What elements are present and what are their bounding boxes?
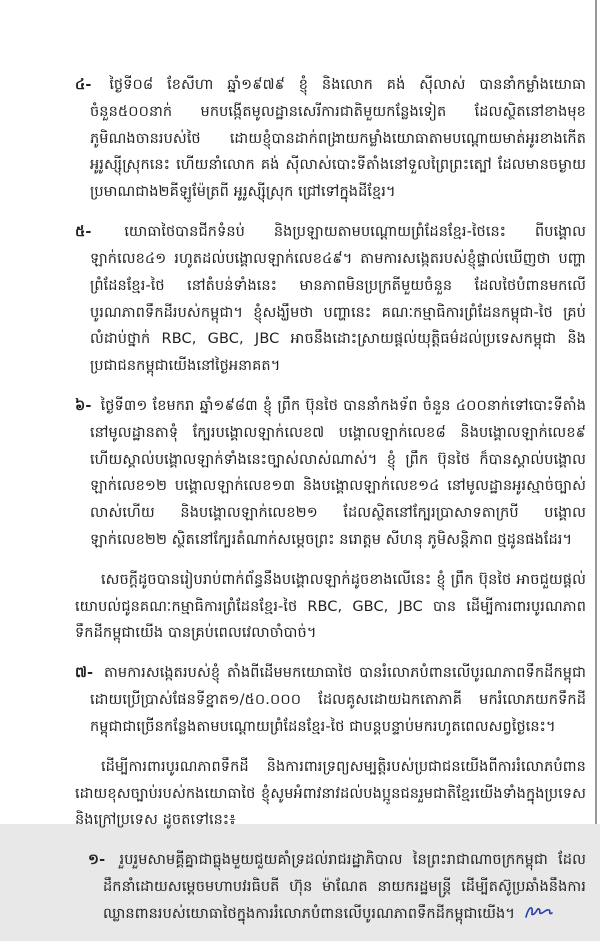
paragraph-5	[75, 219, 586, 380]
paragraph-number: ៧-	[75, 665, 94, 682]
paragraph-text: ថ្ងៃទី៣១ ខែមករា ឆ្នាំ១៩៨៣ ខ្ញុំ ព្រឹក ប៊ុនថៃ បាននាំកងទ័ព ចំនួន ៤០០នាក់ទៅបោះទីតាំងនៅមូលដ្ឋានតាទុំ ក្បែរបង្គោលឡាក់លេខ៧ បង្គោលឡាក់លេខ៨ និងបង្គោលឡាក់លេខ៩ ហើយស្គាល់បង្គោលឡាក់ទាំងនេះច្បាស់លាស់ណាស់។ ខ្ញុំ ព្រឹក ប៊ុនថៃ ក៏បានស្គាល់បង្គោលឡាក់លេខ១២ បង្គោលឡាក់លេខ១៣ និងបង្គោលឡាក់លេខ១៤ នៅមូលដ្ឋានអូរស្មាច់ច្បាស់លាស់ហើយ និងបង្គោលឡាក់លេខ២១ ដែលស្ថិតនៅក្បែរប្រាសាទតាក្របី បង្គោលឡាក់លេខ២២ ស្ថិតនៅក្បែរតំណាក់សម្ដេចព្រះ នរោត្តម សីហនុ ភូមិសន្តិភាព ថ្មដូនផងដែរ។	[90, 397, 586, 548]
paragraph-summary-remark	[75, 567, 586, 647]
paragraph-text: តាមការសង្កេតរបស់ខ្ញុំ តាំងពីដើមមកយោធាថៃ បានរំលោភបំពានលើបូរណភាពទឹកដីកម្ពុជា ដោយប្រើប្រាស់ផែនទីខ្នាត១/៥០.០០០ ដែលគូសដោយឯកតោភាគី មករំលោភយកទឹកដីកម្ពុជាជាច្រើនកន្លែងតាមបណ្ដោយព្រំដែនខ្មែរ-ថៃ ជាបន្តបន្ទាប់មករហូតពេលសព្វថ្ងៃនេះ។	[90, 665, 586, 735]
paragraph-text: ដើម្បីការពារបូរណភាពទឹកដី និងការពារទ្រព្យសម្បត្តិរបស់ប្រជាជនយើងពីការរំលោភបំពាន ដោយខុសច្បាប់របស់កងយោធាថៃ ខ្ញុំសូមអំពាវនាវដល់បងប្អូនជនរួមជាតិខ្មែរយើងទាំងក្នុងប្រទេស និងក្រៅប្រទេស ដូចតទៅនេះ៖	[75, 758, 586, 829]
paragraph-text: រួបរួមសាមគ្គីគ្នាជាធ្លុងមួយជួយគាំទ្រដល់រាជរដ្ឋាភិបាល នៃព្រះរាជាណាចក្រកម្ពុជា ដែលដឹកនាំដោយសម្ដេចមហាបវរធិបតី ហ៊ុន ម៉ាណែត នាយករដ្ឋមន្ត្រី ដើម្បីតស៊ូប្រឆាំងនឹងការឈ្លានពានរបស់យោធាថៃក្នុងការរំលោភបំពានលើបូរណភាពទឹកដីកម្ពុជាយើង។	[103, 852, 586, 922]
paragraph-number: ១-	[88, 852, 106, 869]
paragraph-text: សេចក្ដីដូចបានរៀបរាប់ពាក់ព័ន្ធនឹងបង្គោលឡាក់ដូចខាងលើនេះ ខ្ញុំ ព្រឹក ប៊ុនថៃ អាចជួយផ្តល់យោបល់ជូនគណៈកម្មាធិការព្រំដែនខ្មែរ-ថៃ RBC, GBC, JBC បាន ដើម្បីការពារបូរណភាពទឹកដីកម្ពុជាយើង បានគ្រប់ពេលវេលាចាំបាច់។	[75, 571, 586, 642]
scan-edge-line	[595, 0, 597, 824]
paragraph-text: យោធាថៃបានជីកទំនប់ និងប្រឡាយតាមបណ្ដោយព្រំដែនខ្មែរ-ថៃនេះ ពីបង្គោលឡាក់លេខ៤១ រហូតដល់បង្គោលឡាក់លេខ៤៩។ តាមការសង្កេតរបស់ខ្ញុំផ្ទាល់ឃើញថា បញ្ហាព្រំដែនខ្មែរ-ថៃ នៅតំបន់ទាំងនេះ មានភាពមិនប្រក្រតីមួយចំនួន ដែលថៃបំពានមកលើបូរណភាពទឹកដីរបស់កម្ពុជា។ ខ្ញុំសង្ឃឹមថា បញ្ហានេះ គណៈកម្មាធិការព្រំដែនកម្ពុជា-ថៃ គ្រប់លំដាប់ថ្នាក់ RBC, GBC, JBC អាចនឹងដោះស្រាយផ្តល់យុត្តិធម៌ដល់ប្រទេសកម្ពុជា និងប្រជាជនកម្ពុជាយើងនៅថ្ងៃអនាគត។	[90, 224, 586, 375]
paragraph-6	[75, 393, 586, 554]
document-text-block	[75, 72, 586, 941]
paragraph-4	[75, 72, 586, 206]
paragraph-number: ៦-	[75, 397, 92, 414]
paragraph-text: ថ្ងៃទី០៨ ខែសីហា ឆ្នាំ១៩៧៩ ខ្ញុំ និងលោក គង់ ស៊ីលាស់ បាននាំកម្លាំងយោធា ចំនួន៥០០នាក់ មកបង្កើតមូលដ្ឋានសេរីការជាតិមួយកន្លែងទៀត ដែលស្ថិតនៅខាងមុខភូមិណងចានរបស់ថៃ ដោយខ្ញុំបានដាក់ពង្រាយកម្លាំងយោធាតាមបណ្ដោយមាត់អូរខាងកើត អូរូស្ស៊ីស្រុកនេះ ហើយនាំលោក គង់ ស៊ីលាស់បោះទីតាំងនៅទួលព្រៃព្រះត្បៅ ដែលមានចម្ងាយប្រមាណជាង២គីឡូម៉ែត្រពី អូរូស្ស៊ីស្រុក ជ្រៅទៅក្នុងដីខ្មែរ។	[90, 77, 586, 201]
ink-initials-icon	[524, 903, 554, 921]
paragraph-number: ៥-	[75, 224, 92, 241]
paragraph-number: ៤-	[75, 77, 92, 93]
paragraph-appeal-intro	[75, 754, 586, 834]
list-item-1	[88, 847, 586, 927]
paragraph-7	[75, 660, 586, 740]
